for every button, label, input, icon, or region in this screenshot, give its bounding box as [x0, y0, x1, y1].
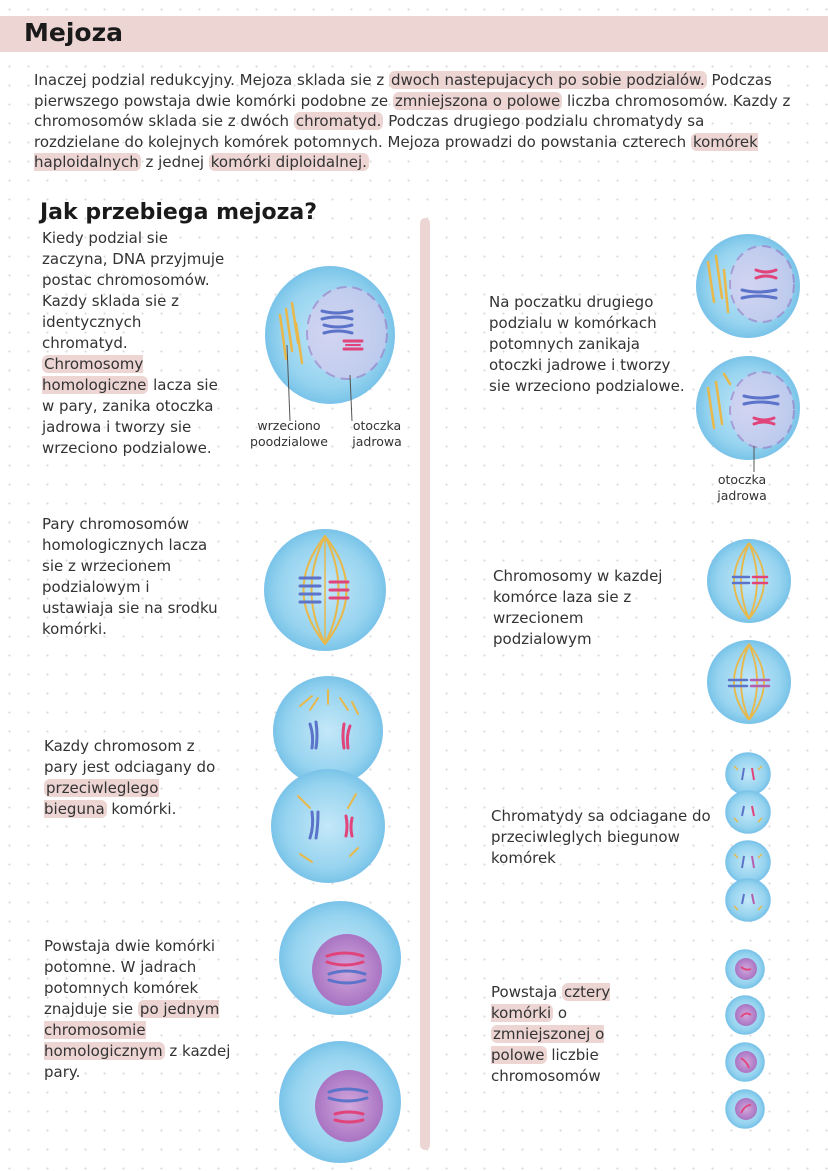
intro-text: z jednej	[140, 153, 209, 171]
cell-anaphase-2-top	[722, 752, 774, 836]
cell-metaphase-2-bottom	[705, 638, 795, 728]
cell-prophase-2-top	[694, 232, 804, 342]
right-step-2-text: Chromosomy w kazdej komórce laza sie z wrzecionem podzialowym	[493, 567, 663, 648]
cell-metaphase-2-top	[705, 537, 795, 627]
intro-highlight: komórek haploidalnych	[34, 132, 758, 171]
right-step-3-text: Chromatydy sa odciagane do przeciwleglych biegunow komórek	[491, 807, 711, 867]
cell-daughter-2	[723, 993, 767, 1037]
right-step-1-text: Na poczatku drugiego podzialu w komórkach potomnych zanikaja otoczki jadrowe i tworzy sie wrzeciono podzialowe.	[489, 293, 685, 395]
section-title: Jak przebiega mejoza?	[40, 200, 318, 225]
intro-text: liczba chromosomów. Kazdy z chromosomów sklada sie z dwóch	[34, 91, 791, 130]
cell-daughter-3	[723, 1040, 767, 1084]
cell-anaphase-2-bottom	[722, 840, 774, 924]
column-divider	[420, 218, 430, 1150]
right-step-4-text: Powstaja cztery komórki o zmniejszonej o polowe liczbie chromosomów	[491, 983, 611, 1085]
intro-highlight: komórki diploidalnej.	[210, 153, 367, 171]
cell-telophase-1-top	[277, 900, 407, 1020]
cell-anaphase-1	[270, 676, 390, 886]
left-step-1-text: Kiedy podzial sie zaczyna, DNA przyjmuje postac chromosomów. Kazdy sklada sie z identycznych chromatyd. Chromosomy homologiczne lacza sie w pary, zanika otoczka jadrowa i tworzy sie wrzeciono podzialowe.	[42, 229, 225, 457]
cell-telophase-1-bottom	[277, 1040, 407, 1166]
cell-daughter-1	[723, 947, 767, 991]
intro-highlight: dwoch nastepujacych po sobie podzialów.	[390, 71, 705, 89]
cell-prophase-1	[262, 263, 402, 413]
intro-text: Inaczej podzial redukcyjny. Mejoza sklada sie z	[34, 71, 389, 89]
intro-text: Podczas pierwszego powstaja dwie komórki podobne ze	[34, 71, 772, 110]
intro-highlight: zmniejszona o polowe	[394, 91, 561, 110]
intro-paragraph	[34, 70, 794, 173]
label-nuclear-envelope-2: otoczka jadrowa	[717, 472, 767, 503]
intro-text: Podczas drugiego podzialu chromatydy sa rozdzielane do kolejnych komórek potomnych. Mejoza prowadzi do powstania czterech	[34, 112, 705, 151]
left-step-3-text: Kazdy chromosom z pary jest odciagany do przeciwleglego bieguna komórki.	[44, 737, 216, 818]
page-title: Mejoza	[24, 18, 123, 47]
left-step-2-text: Pary chromosomów homologicznych lacza sie z wrzecionem podzialowym i ustawiaja sie na srodku komórki.	[42, 515, 218, 638]
cell-daughter-4	[723, 1087, 767, 1131]
left-step-4-text: Powstaja dwie komórki potomne. W jadrach potomnych komórek znajduje sie po jednym chromosomie homologicznym z kazdej pary.	[44, 937, 231, 1081]
title-bar	[0, 16, 828, 52]
cell-prophase-2-bottom	[694, 354, 804, 464]
label-nuclear-envelope: otoczka jadrowa	[352, 418, 402, 449]
label-spindle: wrzeciono poodzialowe	[250, 418, 328, 449]
cell-metaphase-1	[262, 528, 392, 658]
intro-highlight: chromatyd.	[295, 112, 382, 130]
